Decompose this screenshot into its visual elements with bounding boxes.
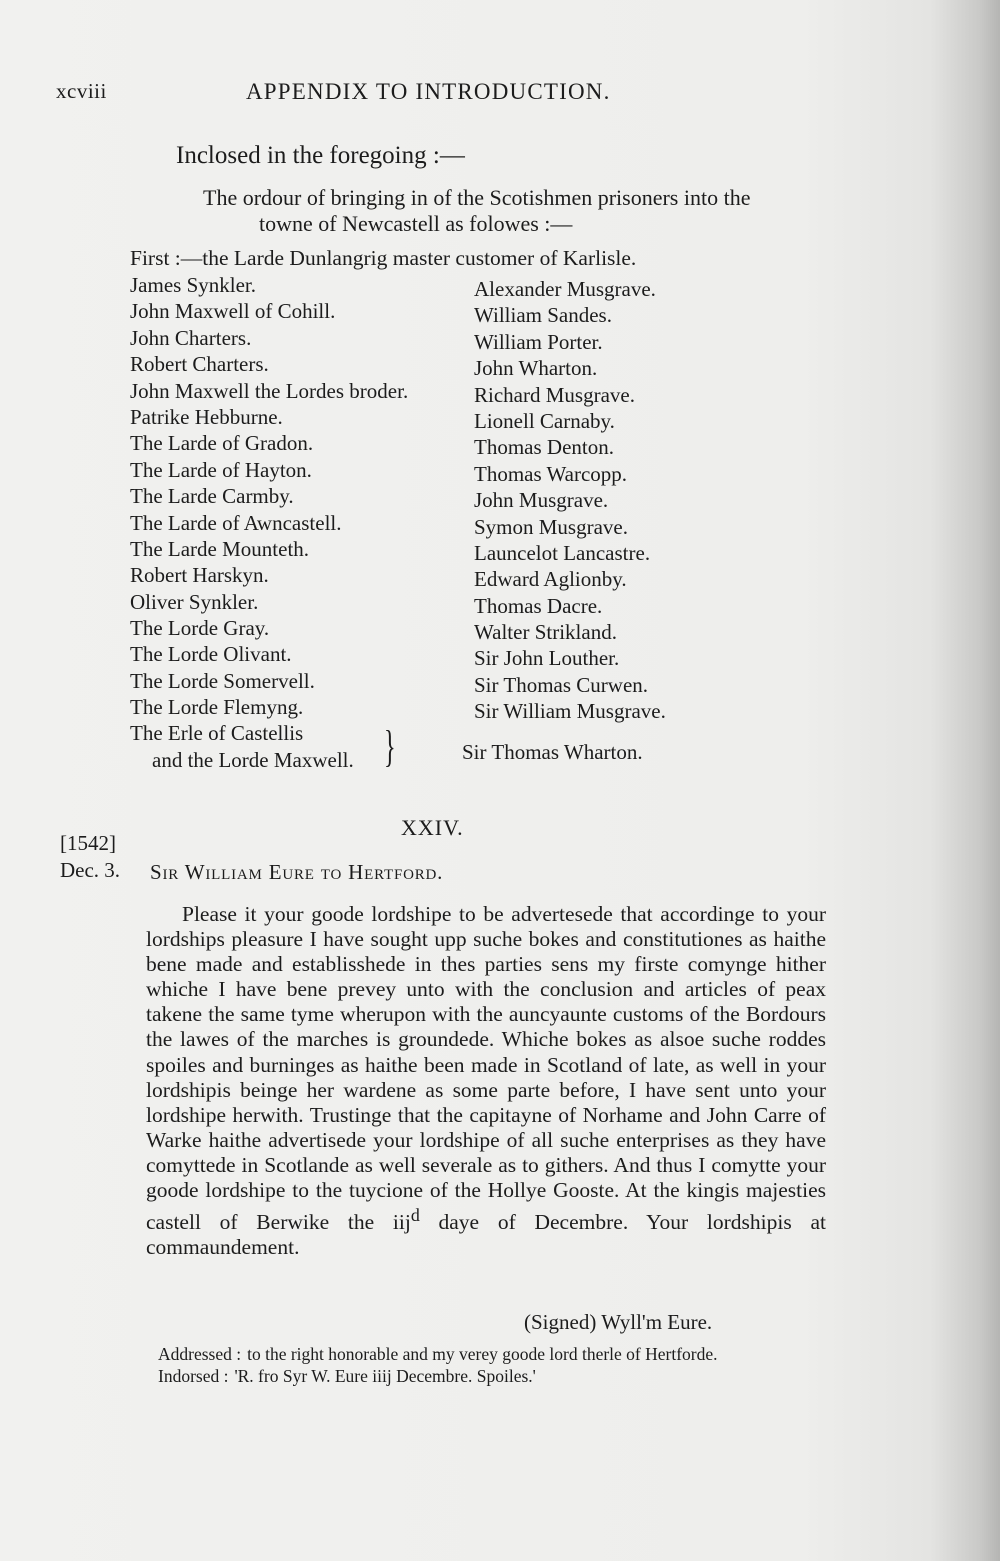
prisoner-name: Thomas Denton. [474, 435, 614, 460]
prisoner-name: The Lorde Somervell. [130, 668, 315, 693]
prisoner-name: John Charters. [130, 325, 252, 350]
letter-heading: Sir William Eure to Hertford. [150, 860, 444, 884]
first-prisoner-line: First :—the Larde Dunlangrig master customer of Karlisle. [130, 246, 637, 270]
intro-heading: Inclosed in the foregoing :— [176, 142, 465, 169]
prisoner-name: and the Lorde Maxwell. [152, 748, 354, 772]
prisoner-name: The Lorde Olivant. [130, 642, 292, 667]
last-prisoner-pair [130, 720, 354, 774]
prisoner-name: Patrike Hebburne. [130, 404, 283, 429]
prisoner-name: Walter Strikland. [474, 620, 617, 645]
order-title-line: The ordour of bringing in of the Scotishmen prisoners into the [203, 185, 751, 210]
letter-body-superscript: d [410, 1205, 420, 1226]
prisoners-right-column [474, 276, 666, 725]
letter-body-text: Please it your goode lordshipe to be advertesede that accordinge to your lordships pleasure I have sought upp suche bokes and constitutiones as haithe bene made and establisshede in thes parties sens my firste comynge hither whiche I have bene prevey unto with the conclusion and articles of peax takene the same tyme wherupon with the auncyaunte customs of the Bordours the lawes of the marches is groundede. Whiche bokes as alsoe suche roddes spoiles and burninges as haithe been made in Scotland of late, as well in your lordshipis beinge her wardene as some parte before, I have sent unto your lordshipe herwith. Trustinge that the capitayne of Norhame and John Carre of Warke haithe advertisede your lordshipe of all suche enterprises as they have comyttede in Scotlande as well severale as to githers. And thus I comytte your goode lordshipe to the tuycione of the Hollye Gooste. At the kingis majesties castell of Berwike the iij [146, 902, 826, 1235]
prisoner-name: Thomas Warcopp. [474, 461, 628, 486]
indorsed-text: 'R. fro Syr W. Eure iiij Decembre. Spoiles.' [234, 1366, 536, 1386]
prisoner-name: John Musgrave. [474, 488, 609, 513]
prisoner-name: The Lorde Gray. [130, 616, 270, 641]
prisoner-name: Oliver Synkler. [130, 589, 259, 614]
prisoner-name: The Larde Mounteth. [130, 536, 310, 561]
indorsed-line [158, 1365, 718, 1387]
prisoner-name: John Maxwell of Cohill. [130, 299, 336, 324]
prisoner-name: William Sandes. [474, 303, 612, 328]
order-title [203, 185, 750, 237]
prisoner-name: The Larde of Gradon. [130, 431, 314, 456]
prisoner-name: The Lorde Flemyng. [130, 695, 304, 720]
endorsement-block [158, 1343, 718, 1387]
prisoners-left-column [130, 272, 408, 721]
running-head: APPENDIX TO INTRODUCTION. [246, 79, 611, 104]
prisoner-name: Robert Harskyn. [130, 563, 269, 588]
letter-body-text: daye of Decembre. Your lordshipis at commaundement. [146, 1210, 826, 1260]
prisoner-name: Sir Thomas Curwen. [474, 672, 649, 697]
prisoner-name: The Larde Carmby. [130, 484, 294, 509]
prisoner-name: Sir John Louther. [474, 646, 620, 671]
prisoner-name: John Wharton. [474, 356, 598, 381]
margin-year: [1542] [60, 831, 116, 855]
prisoner-name: Robert Charters. [130, 352, 269, 377]
prisoner-name: Alexander Musgrave. [474, 277, 656, 301]
addressed-line [158, 1343, 718, 1365]
signature-line: (Signed) Wyll'm Eure. [524, 1310, 713, 1334]
prisoner-name: The Larde of Awncastell. [130, 510, 342, 535]
prisoner-name: Edward Aglionby. [474, 567, 627, 592]
section-number: XXIV. [401, 815, 464, 840]
prisoner-name: The Larde of Hayton. [130, 457, 312, 482]
prisoner-name: James Synkler. [130, 273, 256, 297]
addressed-text: to the right honorable and my verey goode lord therle of Hertforde. [247, 1344, 718, 1364]
indorsed-label: Indorsed : [158, 1366, 229, 1386]
order-title-line: towne of Newcastell as folowes :— [259, 211, 573, 236]
prisoner-name: William Porter. [474, 329, 603, 354]
brace-symbol: } [384, 722, 396, 771]
prisoner-name: Sir William Musgrave. [474, 699, 666, 724]
prisoner-name: The Erle of Castellis [130, 721, 304, 745]
prisoner-name: John Maxwell the Lordes broder. [130, 378, 409, 403]
prisoner-name: Symon Musgrave. [474, 514, 628, 539]
prisoner-name: Lionell Carnaby. [474, 408, 615, 433]
prisoner-name: Launcelot Lancastre. [474, 540, 651, 565]
prisoner-name: Thomas Dacre. [474, 593, 603, 618]
addressed-label: Addressed : [158, 1344, 242, 1364]
prisoner-name: Sir Thomas Wharton. [462, 740, 643, 764]
page-number: xcviii [56, 79, 107, 103]
margin-date: Dec. 3. [60, 858, 121, 882]
prisoner-name: Richard Musgrave. [474, 382, 635, 407]
letter-body [146, 902, 826, 1260]
